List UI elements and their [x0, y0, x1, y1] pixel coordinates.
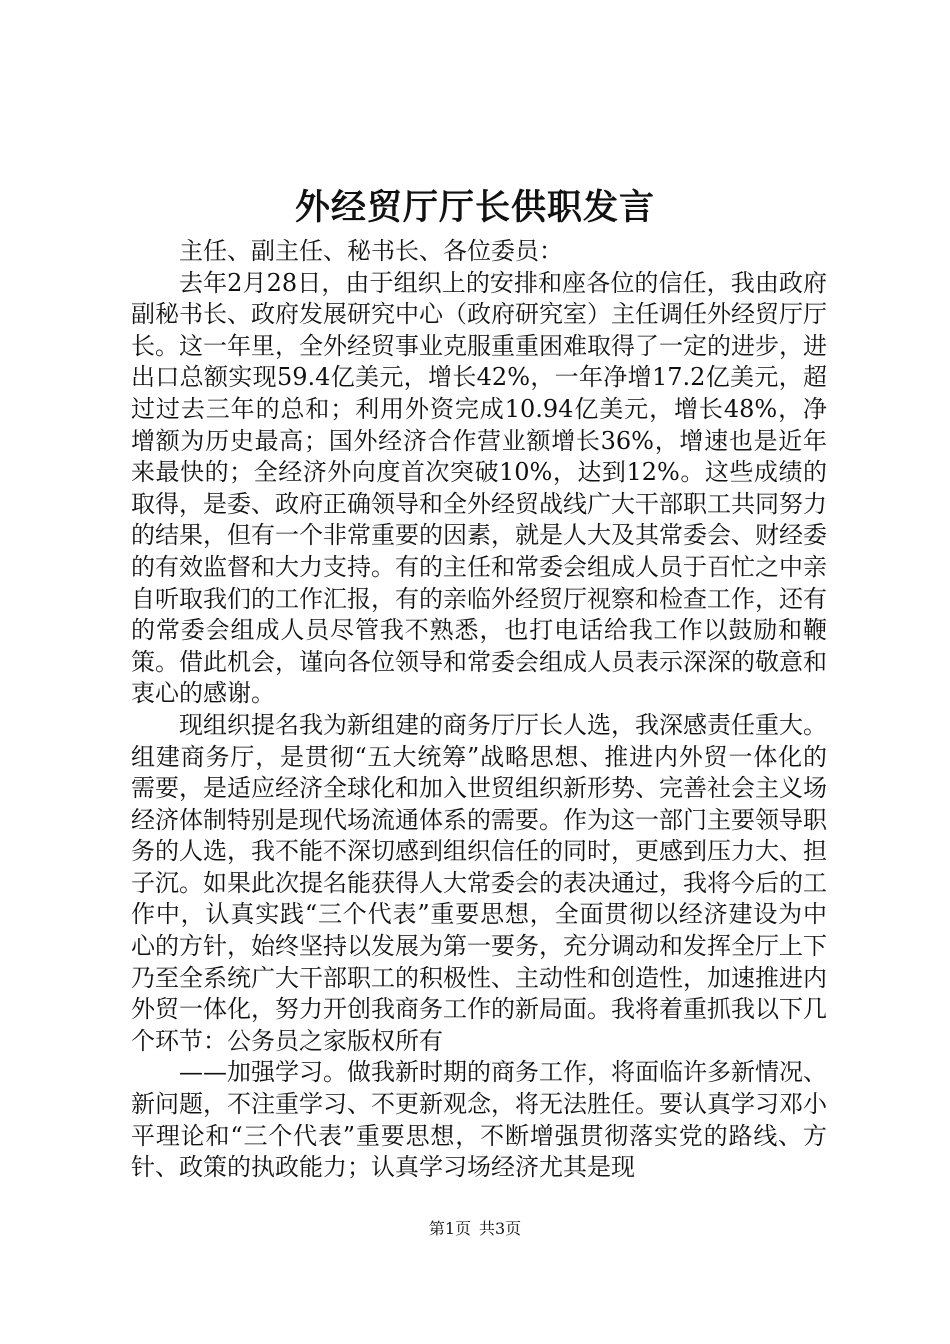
page-total: 共3页 — [479, 1219, 522, 1238]
page-footer — [0, 1218, 950, 1240]
body-paragraph: 去年2月28日，由于组织上的安排和座各位的信任，我由政府副秘书长、政府发展研究中心（政府研究室）主任调任外经贸厅厅长。这一年里，全外经贸事业克服重重困难取得了一定的进步，进出口总额实现59.4亿美元，增长42%，一年净增17.2亿美元，超过过去三年的总和；利用外资完成10.94亿美元，增长48%，净增额为历史最高；国外经济合作营业额增长36%，增速也是近年来最快的；全经济外向度首次突破10%，达到12%。这些成绩的取得，是委、政府正确领导和全外经贸战线广大干部职工共同努力的结果，但有一个非常重要的因素，就是人大及其常委会、财经委的有效监督和大力支持。有的主任和常委会组成人员于百忙之中亲自听取我们的工作汇报，有的亲临外经贸厅视察和检查工作，还有的常委会组成人员尽管我不熟悉，也打电话给我工作以鼓励和鞭策。借此机会，谨向各位领导和常委会组成人员表示深深的敬意和衷心的感谢。 — [131, 268, 827, 708]
page-number: 第1页 — [428, 1219, 471, 1238]
salutation-paragraph: 主任、副主任、秘书长、各位委员： — [179, 237, 563, 265]
document-title: 外经贸厅厅长供职发言 — [294, 187, 655, 228]
document-body — [131, 236, 827, 1184]
body-paragraph: 现组织提名我为新组建的商务厅厅长人选，我深感责任重大。组建商务厅，是贯彻“五大统筹”战略思想、推进内外贸一体化的需要，是适应经济全球化和加入世贸组织新形势、完善社会主义场经济体制特别是现代场流通体系的需要。作为这一部门主要领导职务的人选，我不能不深切感到组织信任的同时，更感到压力大、担子沉。如果此次提名能获得人大常委会的表决通过，我将今后的工作中，认真实践“三个代表”重要思想，全面贯彻以经济建设为中心的方针，始终坚持以发展为第一要务，充分调动和发挥全厅上下乃至全系统广大干部职工的积极性、主动性和创造性，加速推进内外贸一体化，努力开创我商务工作的新局面。我将着重抓我以下几个环节：公务员之家版权所有 — [131, 710, 827, 1055]
body-paragraph: ——加强学习。做我新时期的商务工作，将面临许多新情况、新问题，不注重学习、不更新观念，将无法胜任。要认真学习邓小平理论和“三个代表”重要思想，不断增强贯彻落实党的路线、方针、政策的执政能力；认真学习场经济尤其是现 — [131, 1058, 827, 1182]
